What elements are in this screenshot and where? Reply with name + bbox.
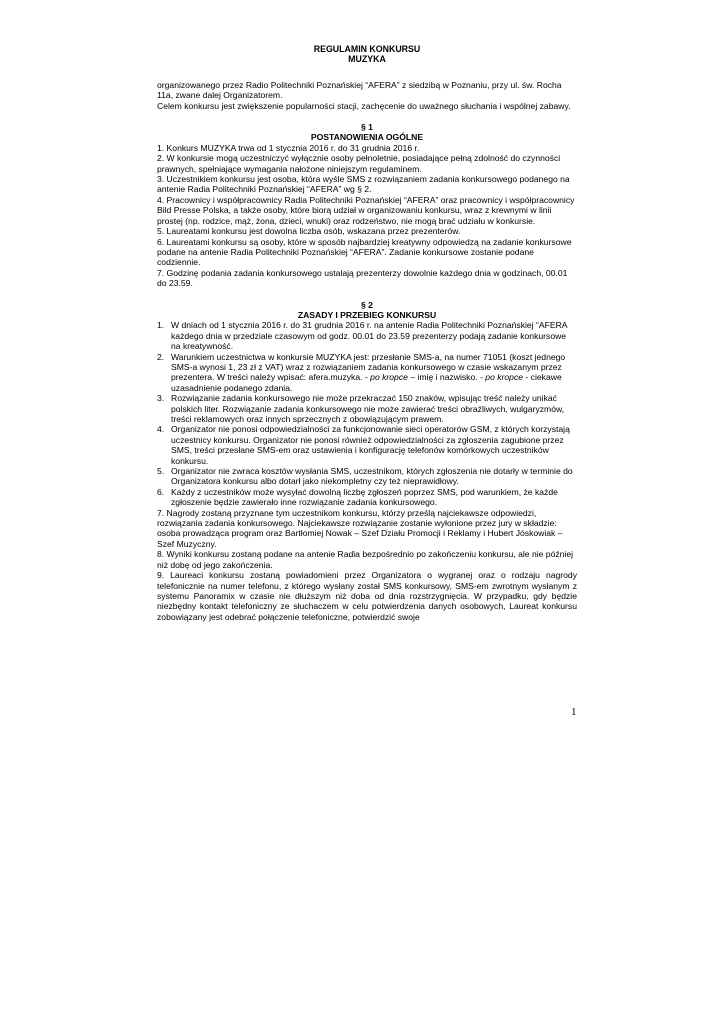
list-item-number: 2. — [157, 351, 165, 362]
section-2 — [157, 300, 577, 623]
list-item-number: 4. — [157, 424, 165, 435]
list-item — [157, 393, 577, 424]
list-item — [157, 487, 577, 508]
list-item — [157, 424, 577, 466]
list-item-emphasis: - po kropce — [364, 372, 408, 383]
section-2-list — [157, 320, 577, 507]
list-item-number: 1. — [157, 320, 165, 331]
section-2-paragraph-7: 7. Nagrody zostaną przyznane tym uczestnikom konkursu, którzy prześlą najciekawsze odpowiedzi, rozwiązania zadania konkursowego. Najciekawsze rozwiązanie zostanie wyłonione przez jury w składzie: osoba prowadząca program oraz Bartłomiej Nowak – Szef Działu Promocji i Reklamy i Hubert Jóskowiak – Szef Muzyczny. — [157, 507, 563, 549]
section-1-item: 1. Konkurs MUZYKA trwa od 1 stycznia 2016 r. do 31 grudnia 2016 r. — [157, 142, 420, 153]
section-2-heading: ZASADY I PRZEBIEG KONKURSU — [297, 309, 437, 320]
section-1-heading: POSTANOWIENIA OGÓLNE — [310, 132, 424, 143]
section-2-number: § 2 — [361, 299, 373, 310]
section-1-item: 7. Godzinę podania zadania konkursowego ustalają prezenterzy dowolnie każdego dnia w godzinach, 00.01 do 23.59. — [157, 267, 568, 289]
section-1-item: 5. Laureatami konkursu jest dowolna liczba osób, wskazana przez prezenterów. — [157, 226, 461, 237]
list-item-text: – imię i nazwisko. — [407, 372, 481, 383]
list-item — [157, 320, 577, 351]
document-title — [157, 44, 577, 65]
list-item-text: W dniach od 1 stycznia 2016 r. do 31 grudnia 2016 r. na antenie Radia Politechniki Poznańskiej “AFERA każdego dnia w przedziale czasowym od godz. 00.01 do 23.59 prezenterzy podają zadanie konkursowe na kreatywność. — [171, 320, 568, 352]
list-item — [157, 352, 577, 394]
list-item-text: Każdy z uczestników może wysyłać dowolną liczbę zgłoszeń poprzez SMS, pod warunkiem, że każde zgłoszenie będzie zawierało inne rozwiązanie zadania konkursowego. — [171, 486, 558, 508]
list-item-emphasis: - po kropce — [480, 372, 524, 383]
section-2-paragraph-8: 8. Wyniki konkursu zostaną podane na antenie Radia bezpośrednio po zakończeniu konkursu, ale nie później niż dobę od jego zakończenia. — [157, 549, 574, 570]
section-1-item: 4. Pracownicy i współpracownicy Radia Politechniki Poznańskiej “AFERA” oraz pracownicy i współpracownicy Bild Presse Polska, a także osoby, które biorą udział w organizowaniu konkursu, wraz z krewnymi w linii prostej (np. rodzice, mąż, żona, dzieci, wnuki) oraz rodzeństwo, nie mogą brać udziału w konkursie. — [157, 194, 575, 226]
title-line-2: MUZYKA — [348, 54, 386, 65]
list-item-number: 5. — [157, 466, 165, 477]
list-item-text: Rozwiązanie zadania konkursowego nie może przekraczać 150 znaków, wpisując treść należy unikać polskich liter. Rozwiązanie zadania konkursowego nie może zawierać treści obraźliwych, wulgaryzmów, treści reklamowych oraz innych sprzecznych z obowiązującym prawem. — [171, 393, 565, 424]
section-1 — [157, 122, 577, 289]
section-1-item: 6. Laureatami konkursu są osoby, które w sposób najbardziej kreatywny odpowiedzą na zadanie konkursowe podane na antenie Radia Politechniki Poznańskiej “AFERA”. Zadanie konkursowe zostanie podane codziennie. — [157, 236, 572, 268]
intro — [157, 80, 577, 111]
list-item-number: 3. — [157, 393, 165, 404]
document-page — [157, 44, 577, 622]
intro-paragraph-goal: Celem konkursu jest zwiększenie popularności stacji, zachęcenie do uważnego słuchania i wspólnej zabawy. — [157, 100, 571, 111]
section-1-item: 2. W konkursie mogą uczestniczyć wyłącznie osoby pełnoletnie, posiadające pełną zdolność do czynności prawnych, spełniające wymagania nałożone niniejszym regulaminem. — [157, 153, 561, 174]
list-item-number: 6. — [157, 486, 165, 497]
intro-paragraph-organizer: organizowanego przez Radio Politechniki Poznańskiej “AFERA” z siedzibą w Poznaniu, przy ul. św. Rocha 11a, zwane dalej Organizatorem. — [157, 79, 562, 101]
section-1-item: 3. Uczestnikiem konkursu jest osoba, która wyśle SMS z rozwiązaniem zadania konkursowego podanego na antenie Radia Politechniki Poznańskiej “AFERA” wg § 2. — [157, 174, 570, 195]
list-item — [157, 466, 577, 487]
section-2-paragraph-9: 9. Laureaci konkursu zostaną powiadomieni przez Organizatora o wygranej oraz o rodzaju nagrody telefonicznie na numer telefonu, z którego wysłany został SMS konkursowy, SMS-em zwrotnym wysłanym z systemu Panoramix w czasie nie dłuższym niż doba od dnia rozstrzygnięcia. W przypadku, gdy będzie niezbędny kontakt telefoniczny ze słuchaczem w celu potwierdzenia danych osobowych, Laureat konkursu zobowiązany jest odebrać połączenie telefoniczne, potwierdzić swoje — [157, 570, 577, 622]
section-1-number: § 1 — [361, 122, 373, 133]
list-item-text: Organizator nie zwraca kosztów wysłania SMS, uczestnikom, których zgłoszenia nie dotarły w terminie do Organizatora konkursu albo dotarł jako niekompletny czy też nieprawidłowy. — [171, 466, 573, 487]
list-item-text: Organizator nie ponosi odpowiedzialności za funkcjonowanie sieci operatorów GSM, z których korzystają uczestnicy konkursu. Organizator nie ponosi również odpowiedzialności za zgłoszenia zagubione przez SMS, treści przesłane SMS-em oraz ustawienia i konfigurację telefonów komórkowych uczestników konkursu. — [171, 424, 570, 466]
list-item-text: - ciekawe uzasadnienie podanego zdania. — [171, 372, 562, 393]
title-line-1: REGULAMIN KONKURSU — [313, 44, 421, 54]
page-number: 1 — [571, 706, 577, 718]
list-item-text: Warunkiem uczestnictwa w konkursie MUZYKA jest: przesłanie SMS-a, na numer 71051 (koszt jednego SMS-a wynosi 1, 23 zł z VAT) wraz z rozwiązaniem zadania konkursowego w czasie wskazanym przez prezentera. W treści należy wpisać: afera.muzyka. — [171, 351, 566, 383]
